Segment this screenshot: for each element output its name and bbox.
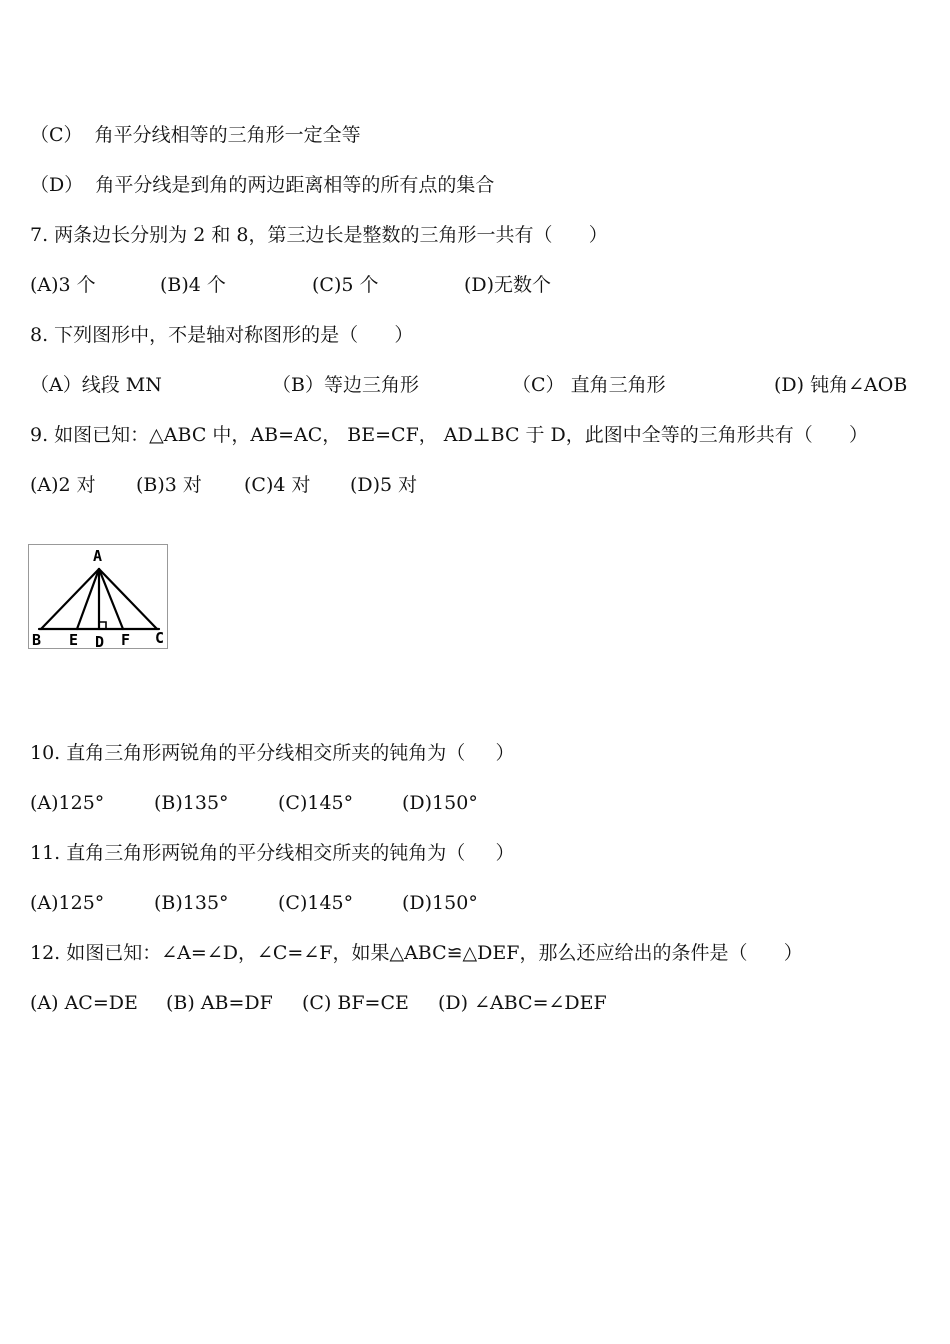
question-12-options [30, 990, 930, 1016]
q11-option-c: (C)145° [278, 892, 354, 914]
segment-af [99, 569, 123, 629]
q8-option-a: （A）线段 MN [30, 374, 162, 396]
label-c: C [155, 629, 165, 647]
q7-option-a: (A)3 个 [30, 274, 96, 296]
q7-option-d: (D)无数个 [464, 274, 552, 296]
question-8-options [30, 372, 930, 398]
question-11: 11. 直角三角形两锐角的平分线相交所夹的钝角为（ ） [30, 842, 515, 864]
side-ac [99, 569, 157, 629]
q9-option-b: (B)3 对 [136, 474, 202, 496]
q9-option-a: (A)2 对 [30, 474, 96, 496]
q10-option-a: (A)125° [30, 792, 105, 814]
question-9: 9. 如图已知：△ABC 中，AB=AC， BE=CF， AD⊥BC 于 D，此图中全等的三角形共有（ ） [30, 424, 869, 446]
question-10: 10. 直角三角形两锐角的平分线相交所夹的钝角为（ ） [30, 742, 515, 764]
q12-option-c: (C) BF=CE [302, 992, 409, 1014]
side-ab [41, 569, 99, 629]
q11-option-b: (B)135° [154, 892, 229, 914]
label-a: A [93, 547, 103, 565]
question-8: 8. 下列图形中，不是轴对称图形的是（ ） [30, 324, 414, 346]
question-7: 7. 两条边长分别为 2 和 8，第三边长是整数的三角形一共有（ ） [30, 224, 608, 246]
q10-option-c: (C)145° [278, 792, 354, 814]
option-c-text: （C） 角平分线相等的三角形一定全等 [30, 124, 361, 146]
label-f: F [121, 631, 131, 649]
segment-ae [77, 569, 99, 629]
label-b: B [32, 631, 42, 649]
q10-option-d: (D)150° [402, 792, 478, 814]
question-7-options [30, 272, 930, 298]
q10-option-b: (B)135° [154, 792, 229, 814]
q8-option-d: (D) 钝角∠AOB [774, 374, 908, 396]
q8-option-c: （C） 直角三角形 [512, 374, 666, 396]
question-9-options [30, 472, 930, 498]
question-11-options [30, 890, 930, 916]
q12-option-d: (D) ∠ABC=∠DEF [438, 992, 607, 1014]
label-e: E [69, 631, 79, 649]
q11-option-d: (D)150° [402, 892, 478, 914]
q7-option-b: (B)4 个 [160, 274, 226, 296]
q7-option-c: (C)5 个 [312, 274, 379, 296]
triangle-diagram [29, 545, 169, 650]
q12-option-a: (A) AC=DE [30, 992, 138, 1014]
q11-option-a: (A)125° [30, 892, 105, 914]
label-d: D [95, 633, 105, 650]
triangle-figure [28, 544, 168, 649]
q12-option-b: (B) AB=DF [166, 992, 273, 1014]
option-d-text: （D） 角平分线是到角的两边距离相等的所有点的集合 [30, 174, 495, 196]
question-10-options [30, 790, 930, 816]
q9-option-c: (C)4 对 [244, 474, 311, 496]
q9-option-d: (D)5 对 [350, 474, 418, 496]
q8-option-b: （B）等边三角形 [272, 374, 419, 396]
question-12: 12. 如图已知：∠A=∠D，∠C=∠F，如果△ABC≌△DEF，那么还应给出的条件是（ ） [30, 942, 803, 964]
